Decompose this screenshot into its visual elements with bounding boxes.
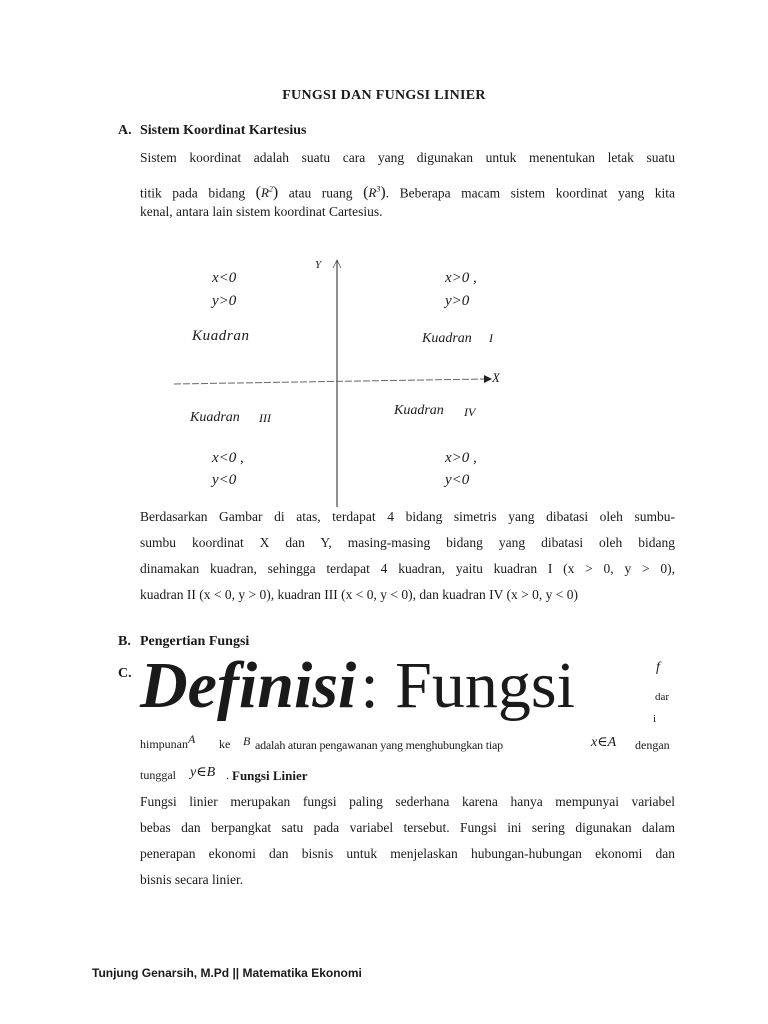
definition-line-1 [140,732,196,752]
section-b-letter: B. [118,634,131,649]
dot-text: . [226,768,229,782]
text-span: titik pada bidang [140,185,246,201]
paragraph-line: kenal, antara lain sistem koordinat Cartesius. [140,204,383,219]
q1-number: I [489,331,493,345]
superscript-2: 2 [268,185,273,194]
set-b: B [243,734,251,748]
r3-expression: $(R^3)$ [363,184,386,202]
q3-label: Kuadran [190,410,240,425]
q1-inequality-x: x>0 , [445,270,477,286]
explanation-paragraph [140,504,675,608]
y-axis-label: Y [315,259,322,271]
paragraph-line: bebas dan berpangkat satu pada variabel tersebut. Fungsi ini sering digunakan dalam [140,820,675,835]
q2-inequality-y: y>0 [212,293,237,309]
r-symbol: R [260,185,269,201]
paragraph-line: sumbu koordinat X dan Y, masing-masing bidang yang dibatasi oleh bidang [140,535,675,550]
ke-text: ke [219,737,231,751]
set-a: A [188,732,196,746]
page-title: FUNGSI DAN FUNGSI LINIER [282,88,486,103]
paragraph-line: bisnis secara linier. [140,872,244,887]
q4-inequality-x: x>0 , [445,450,477,466]
paragraph-line: Berdasarkan Gambar di atas, terdapat 4 bidang simetris yang dibatasi oleh sumbu- [140,509,675,524]
x-in-a: x∈A [591,735,617,750]
i-text: i [653,713,657,725]
q2-label: Kuadran [192,328,250,344]
superscript-3: 3 [376,185,381,194]
page-footer: Tunjung Genarsih, M.Pd || Matematika Ekonomi [92,966,362,980]
y-in-b: y∈B [190,765,216,780]
paragraph-line: kuadran II (x < 0, y > 0), kuadran III (x < 0, y < 0), dan kuadran IV (x > 0, y < 0) [140,587,578,602]
paragraph-line: Sistem koordinat adalah suatu cara yang digunakan untuk menentukan letak suatu [140,150,675,165]
text-span: atau ruang [288,185,353,201]
r2-expression: $(R^2)$ [255,184,279,202]
definition-text: adalah aturan pengawanan yang menghubungkan tiap [255,738,503,752]
q4-label: Kuadran [394,403,444,418]
paragraph-line: Fungsi linier merupakan fungsi paling sederhana karena hanya mempunyai variabel [140,794,675,809]
definisi-heading [140,640,575,749]
tunggal-text: tunggal [140,768,176,782]
section-c-letter: C. [118,666,132,681]
section-a-heading [118,123,306,139]
q1-label: Kuadran [422,331,472,346]
section-a-paragraph [140,145,675,225]
q4-number: IV [464,405,476,419]
section-a-letter: A. [118,123,132,138]
definisi-word: Definisi [140,649,357,722]
fungsi-linier-heading: Fungsi Linier [232,768,308,783]
f-symbol: f [656,660,660,675]
q2-inequality-x: x<0 [212,270,237,286]
fungsi-linier-paragraph [140,789,675,893]
text-span: himpunan [140,737,188,751]
section-b-title: Pengertian Fungsi [140,634,250,649]
r-symbol: R [368,185,377,201]
q3-inequality-x: x<0 , [212,450,244,466]
text-span: . Beberapa macam sistem koordinat yang kita [385,185,676,201]
q3-inequality-y: y<0 [212,472,237,488]
q4-inequality-y: y<0 [445,472,470,488]
fungsi-word: : Fungsi [360,649,575,722]
dar-text: dar [655,691,670,703]
dengan-text: dengan [635,738,670,752]
q1-inequality-y: y>0 [445,293,470,309]
section-a-title: Sistem Koordinat Kartesius [140,123,307,138]
q3-number: III [259,411,271,425]
paragraph-line: penerapan ekonomi dan bisnis untuk menjelaskan hubungan-hubungan ekonomi dan [140,846,675,861]
x-axis-label: X [492,370,500,385]
paragraph-line: dinamakan kuadran, sehingga terdapat 4 kuadran, yaitu kuadran I (x > 0, y > 0), [140,561,675,576]
x-axis-arrow [484,375,492,383]
x-axis-line [174,379,484,384]
